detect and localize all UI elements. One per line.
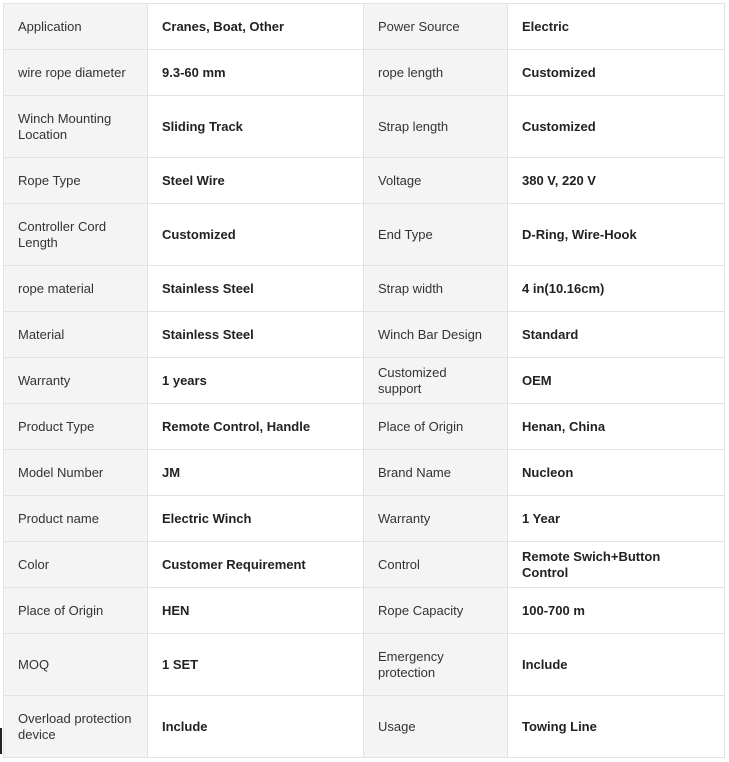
spec-value: Remote Swich+Button Control [508,542,725,588]
table-row [4,4,725,50]
spec-value: Electric Winch [148,496,364,542]
spec-label: Warranty [364,496,508,542]
spec-value: Electric [508,4,725,50]
spec-label: Emergency protection [364,634,508,696]
spec-value: Cranes, Boat, Other [148,4,364,50]
spec-value: Include [148,696,364,758]
table-row [4,588,725,634]
spec-label: wire rope diameter [4,50,148,96]
spec-value: Customized [508,50,725,96]
spec-label: rope length [364,50,508,96]
spec-label: Strap length [364,96,508,158]
spec-label: End Type [364,204,508,266]
spec-value: 1 Year [508,496,725,542]
spec-value: Towing Line [508,696,725,758]
spec-label: Usage [364,696,508,758]
spec-label: Color [4,542,148,588]
spec-label: Customized support [364,358,508,404]
specifications-table [3,3,725,758]
table-row [4,204,725,266]
table-row [4,312,725,358]
spec-label: Warranty [4,358,148,404]
table-row [4,96,725,158]
spec-value: Remote Control, Handle [148,404,364,450]
spec-label: Voltage [364,158,508,204]
spec-value: Nucleon [508,450,725,496]
spec-value: Henan, China [508,404,725,450]
spec-label: Rope Capacity [364,588,508,634]
spec-label: Overload protection device [4,696,148,758]
spec-value: OEM [508,358,725,404]
spec-value: Customized [148,204,364,266]
spec-label: Winch Bar Design [364,312,508,358]
spec-value: 100-700 m [508,588,725,634]
spec-value: HEN [148,588,364,634]
spec-label: Power Source [364,4,508,50]
table-row [4,450,725,496]
spec-label: rope material [4,266,148,312]
table-row [4,404,725,450]
specifications-panel [3,3,724,758]
spec-label: Place of Origin [4,588,148,634]
table-row [4,50,725,96]
spec-value: Steel Wire [148,158,364,204]
spec-value: Stainless Steel [148,266,364,312]
spec-label: Product Type [4,404,148,450]
spec-value: Sliding Track [148,96,364,158]
spec-value: Include [508,634,725,696]
spec-value: 380 V, 220 V [508,158,725,204]
table-row [4,158,725,204]
spec-label: Application [4,4,148,50]
spec-value: Customer Requirement [148,542,364,588]
spec-value: Customized [508,96,725,158]
spec-label: Control [364,542,508,588]
table-row [4,358,725,404]
spec-label: Material [4,312,148,358]
spec-label: Product name [4,496,148,542]
spec-label: Place of Origin [364,404,508,450]
spec-value: Standard [508,312,725,358]
spec-value: 4 in(10.16cm) [508,266,725,312]
spec-value: 1 years [148,358,364,404]
table-row [4,634,725,696]
spec-value: 1 SET [148,634,364,696]
spec-value: D-Ring, Wire-Hook [508,204,725,266]
spec-value: JM [148,450,364,496]
spec-value: Stainless Steel [148,312,364,358]
table-row [4,542,725,588]
spec-label: Rope Type [4,158,148,204]
table-row [4,266,725,312]
table-row [4,696,725,758]
spec-label: Brand Name [364,450,508,496]
spec-label: Strap width [364,266,508,312]
left-edge-marker [0,728,2,754]
spec-label: Winch Mounting Location [4,96,148,158]
spec-label: Model Number [4,450,148,496]
specifications-table-body [4,4,725,758]
spec-label: Controller Cord Length [4,204,148,266]
spec-label: MOQ [4,634,148,696]
spec-value: 9.3-60 mm [148,50,364,96]
table-row [4,496,725,542]
